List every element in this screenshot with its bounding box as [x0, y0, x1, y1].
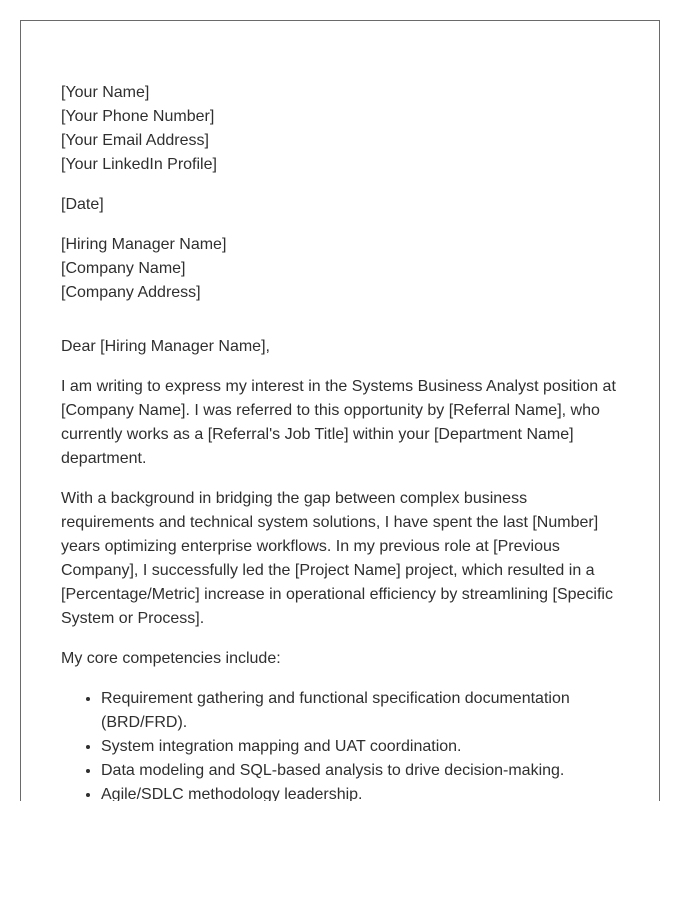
recipient-address: [Company Address] — [61, 284, 201, 301]
list-item: • Data modeling and SQL-based analysis to drive decision-making. — [101, 759, 621, 783]
recipient-name: [Hiring Manager Name] — [61, 236, 227, 253]
competencies-intro: My core competencies include: — [61, 650, 281, 667]
paragraph-experience: With a background in bridging the gap between complex business requirements and technical system solutions, I have spent the last [Number] years optimizing enterprise workflows. In my previous role at [Previous Company], I successfully led the [Project Name] project, which resulted in a [Percentage/Metric] increase in operational efficiency by streamlining [Specific System or Process]. — [61, 490, 613, 627]
sender-email: [Your Email Address] — [61, 132, 209, 149]
paragraph-intro: I am writing to express my interest in the Systems Business Analyst position at [Company Name]. I was referred to this opportunity by [Referral Name], who currently works as a [Referral's Job Title] within your [Department Name] department. — [61, 378, 616, 467]
letter-body — [61, 81, 621, 801]
list-item: • Agile/SDLC methodology leadership. — [101, 783, 621, 801]
recipient-block — [61, 233, 621, 305]
recipient-company: [Company Name] — [61, 260, 186, 277]
competencies-list — [61, 687, 621, 801]
salutation: Dear [Hiring Manager Name], — [61, 338, 270, 355]
sender-linkedin: [Your LinkedIn Profile] — [61, 156, 217, 173]
sender-block — [61, 81, 621, 177]
date-block — [61, 193, 621, 217]
letter-date: [Date] — [61, 196, 104, 213]
list-item: • System integration mapping and UAT coordination. — [101, 735, 621, 759]
document-page — [20, 20, 660, 801]
sender-name: [Your Name] — [61, 84, 150, 101]
sender-phone: [Your Phone Number] — [61, 108, 215, 125]
list-item: • Requirement gathering and functional specification documentation (BRD/FRD). — [101, 687, 621, 735]
